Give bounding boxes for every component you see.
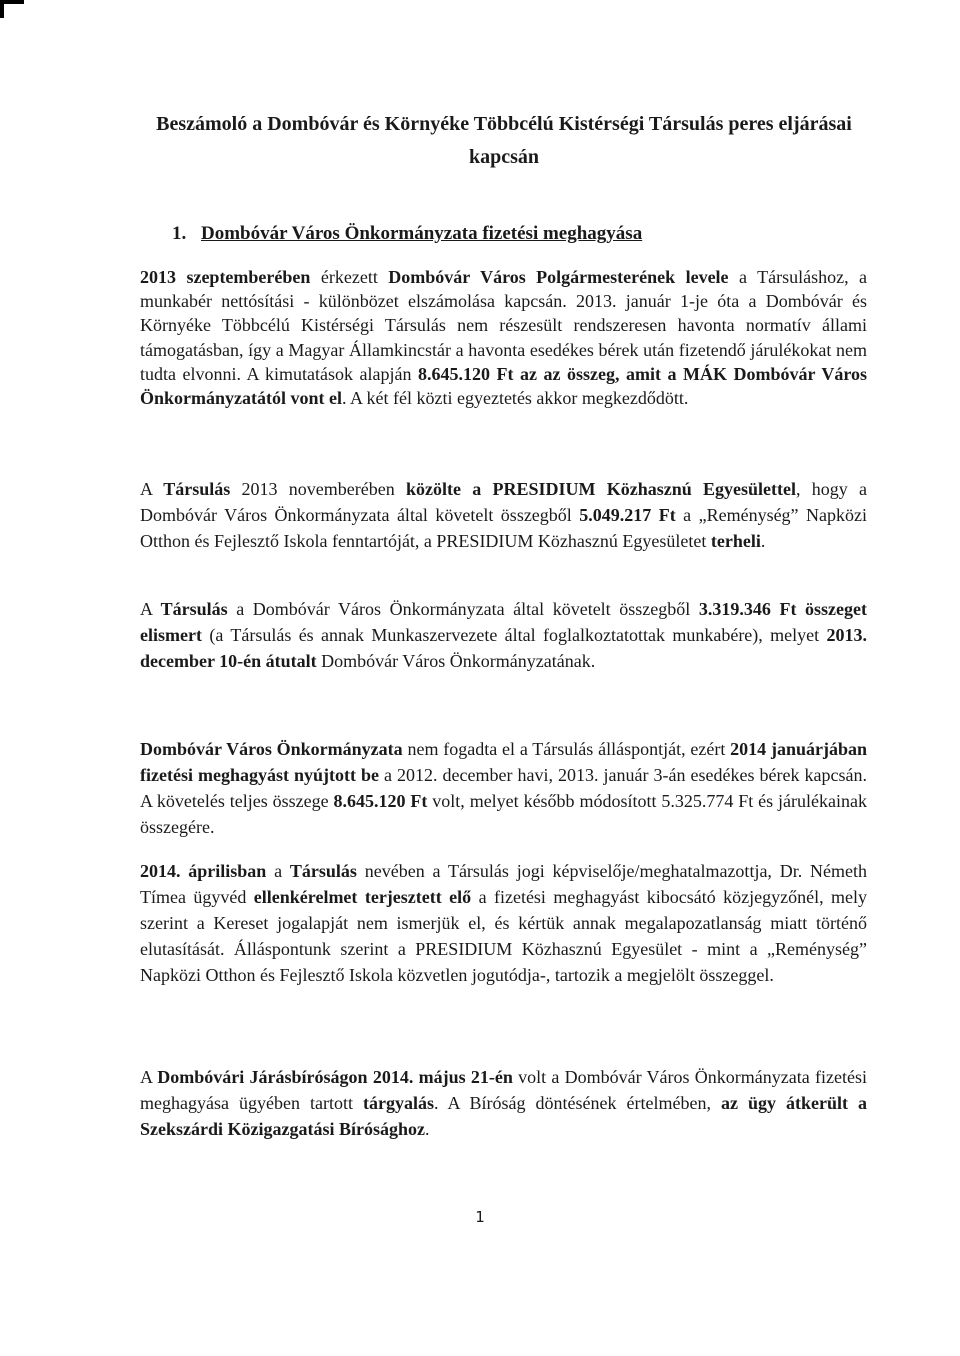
paragraph <box>140 1064 867 1142</box>
text-run: a „Reménység” Napközi Otthon és Fejlesztő Iskola fenntartóját, a PRESIDIUM Közhasznú Egyesületet <box>140 505 867 551</box>
section-heading-text: Dombóvár Város Önkormányzata fizetési meghagyása <box>201 223 643 244</box>
bold-text-run: 2013 szeptemberében <box>140 267 311 287</box>
bold-text-run: 8.645.120 Ft <box>333 791 428 811</box>
bold-text-run: Dombóvár Város Polgármesterének levele <box>388 267 729 287</box>
bold-text-run: az ügy átkerült a Szekszárdi Közigazgatási Bírósághoz <box>140 1093 867 1139</box>
text-run: Dombóvár Város Önkormányzatának. <box>316 651 596 671</box>
bold-text-run: Társulás <box>163 479 231 499</box>
text-run: nem fogadta el a Társulás álláspontját, ezért <box>402 739 731 759</box>
bold-text-run: Társulás <box>160 599 228 619</box>
text-run: a fizetési meghagyást kibocsátó közjegyzőnél, mely szerint a Kereset jogalapját nem ismerjük el, és kértük annak megalapozatlanság miatt történő elutasítását. Álláspontunk szerint a PRESIDIUM Közhasznú Egyesület - mint a „Reménység” Napközi Otthon és Fejlesztő Iskola közvetlen jogutódja-, tartozik a megjelölt összeggel. <box>140 887 867 985</box>
bold-text-run: tárgyalás <box>362 1093 434 1113</box>
text-run: . A két fél közti egyeztetés akkor megkezdődött. <box>342 388 689 409</box>
bold-text-run: terheli <box>710 531 761 551</box>
text-run: nevében a Társulás jogi képviselője/meghatalmazottja, Dr. Németh Tímea ügyvéd <box>140 861 867 907</box>
bold-text-run: Dombóvári Járásbíróságon 2014. május 21-én <box>157 1067 513 1087</box>
bold-text-run: 2014 januárjában fizetési meghagyást nyújtott be <box>140 739 867 785</box>
text-run: volt a Dombóvár Város Önkormányzata fizetési meghagyása ügyében tartott <box>140 1067 867 1113</box>
text-run: (a Társulás és annak Munkaszervezete által foglalkoztatottak munkabére), melyet <box>201 625 827 645</box>
paragraph <box>140 736 867 840</box>
bold-text-run: ellenkérelmet terjesztett elő <box>253 887 472 907</box>
bold-text-run: 2013. december 10-én átutalt <box>140 625 867 671</box>
section-heading <box>172 223 642 245</box>
paragraph <box>140 476 867 554</box>
page-number: 1 <box>475 1208 485 1226</box>
text-run: a Dombóvár Város Önkormányzata által követelt összegből <box>227 599 699 619</box>
bold-text-run: 2014. áprilisban <box>140 861 267 881</box>
text-run: a Társuláshoz, a munkabér nettósítási - különbözet elszámolása kapcsán. 2013. január 1-je óta a Dombóvár és Környéke Többcélú Kistérségi Társulás nem részesült rendszeresen havonta normatív állami támogatásban, így a Magyar Államkincstár a havonta esedékes bérek után fizetendő járulékokat nem tudta elvonni. A kimutatások alapján <box>140 267 868 384</box>
section-number: 1. <box>172 223 187 244</box>
bold-text-run: 8.645.120 Ft az az összeg, amit a MÁK Dombóvár Város Önkormányzatától vont el <box>140 363 868 409</box>
text-run: a <box>266 861 290 881</box>
text-run: volt, melyet később módosított 5.325.774 Ft és járulékainak összegére. <box>140 791 867 837</box>
text-run: A <box>140 599 161 619</box>
text-run: A <box>140 1067 158 1087</box>
text-run: . <box>424 1119 430 1139</box>
bold-text-run: Dombóvár Város Önkormányzata <box>140 739 403 759</box>
text-run: a 2012. december havi, 2013. január 3-án esedékes bérek kapcsán. A követelés teljes összege <box>140 765 867 811</box>
text-run: . A Bíróság döntésének értelmében, <box>433 1093 721 1113</box>
document-title: Beszámoló a Dombóvár és Környéke Többcélú Kistérségi Társulás peres eljárásai kapcsán <box>156 113 852 168</box>
text-run: érkezett <box>310 267 389 287</box>
bold-text-run: közölte a PRESIDIUM Közhasznú Egyesülettel <box>406 479 796 499</box>
scan-corner-mark <box>0 0 24 18</box>
paragraph <box>140 265 867 410</box>
text-run: . <box>760 531 766 551</box>
bold-text-run: Társulás <box>289 861 357 881</box>
paragraph <box>140 858 867 988</box>
paragraph <box>140 596 867 674</box>
bold-text-run: 3.319.346 Ft összeget elismert <box>140 599 867 645</box>
bold-text-run: 5.049.217 Ft <box>579 505 676 525</box>
text-run: 2013 novemberében <box>230 479 406 499</box>
text-run: , hogy a Dombóvár Város Önkormányzata által követelt összegből <box>140 479 867 525</box>
text-run: A <box>140 479 164 499</box>
